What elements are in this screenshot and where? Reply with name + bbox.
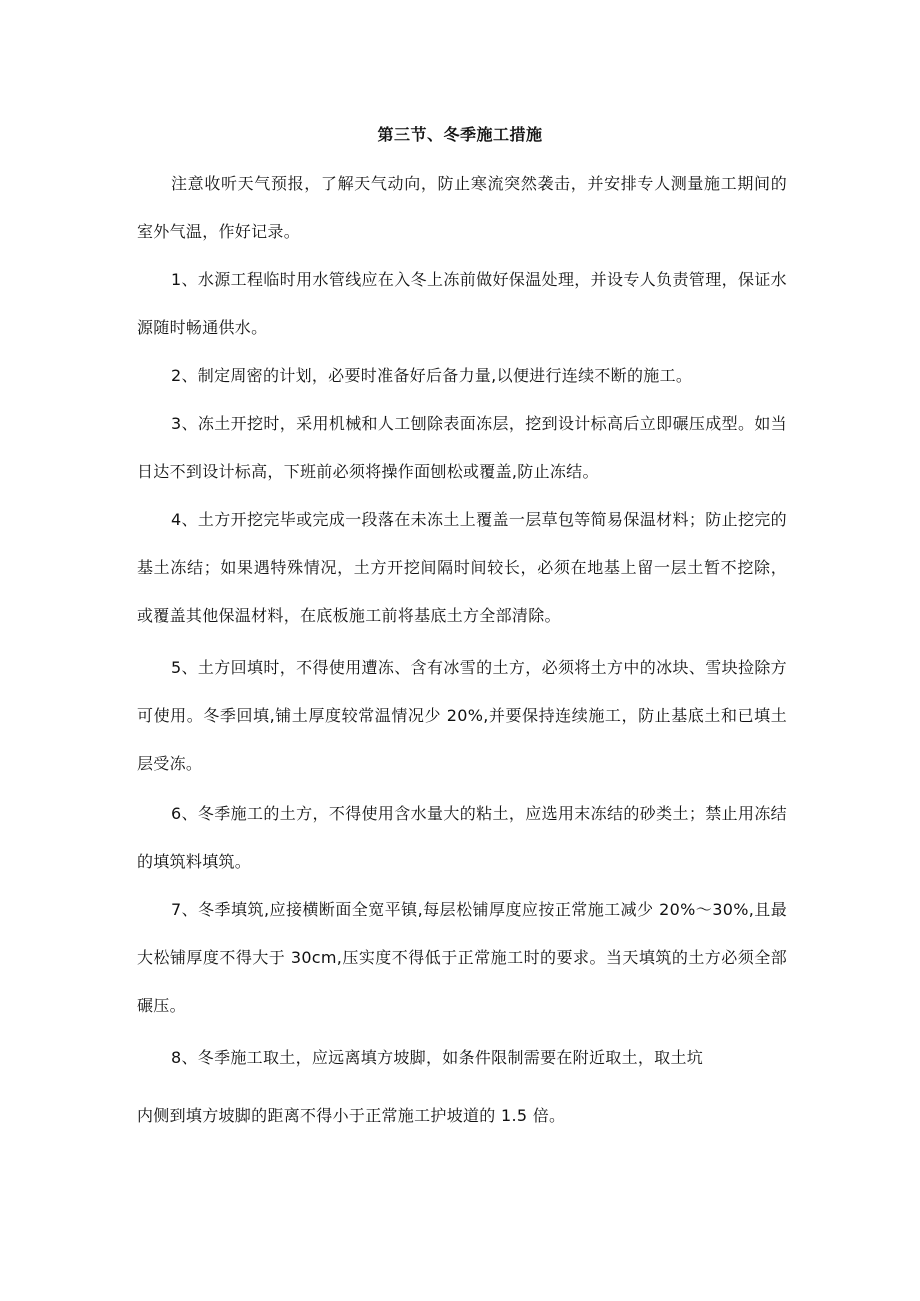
paragraph-item-5: 5、土方回填时，不得使用遭冻、含有冰雪的土方，必须将土方中的冰块、雪块捡除方可使用。冬季回填,铺土厚度较常温情况少 20%,并要保持连续施工，防止基底土和已填土层受冻。 <box>137 658 787 773</box>
paragraph-intro: 注意收听天气预报，了解天气动向，防止寒流突然袭击，并安排专人测量施工期间的室外气温，作好记录。 <box>137 174 787 241</box>
paragraph-item-1: 1、水源工程临时用水管线应在入冬上冻前做好保温处理，并设专人负责管理，保证水源随时畅通供水。 <box>137 270 787 337</box>
paragraph-item-8-continued: 内侧到填方坡脚的距离不得小于正常施工护坡道的 1.5 倍。 <box>137 1106 566 1125</box>
paragraph-item-3: 3、冻土开挖时，采用机械和人工刨除表面冻层，挖到设计标高后立即碾压成型。如当日达不到设计标高，下班前必须将操作面刨松或覆盖,防止冻结。 <box>137 414 787 481</box>
paragraph-item-4: 4、土方开挖完毕或完成一段落在未冻土上覆盖一层草包等简易保温材料；防止挖完的基土冻结；如果遇特殊情况，土方开挖间隔时间较长，必须在地基上留一层土暂不挖除，或覆盖其他保温材料，在底板施工前将基底土方全部清除。 <box>137 510 787 625</box>
paragraph-item-6: 6、冬季施工的土方，不得使用含水量大的粘土，应选用末冻结的砂类土；禁止用冻结的填筑料填筑。 <box>137 804 787 871</box>
paragraph-item-8: 8、冬季施工取土，应远离填方坡脚，如条件限制需要在附近取土，取土坑 <box>171 1048 704 1067</box>
paragraph-item-7: 7、冬季填筑,应接横断面全宽平镇,每层松铺厚度应按正常施工减少 20%～30%,且最大松铺厚度不得大于 30cm,压实度不得低于正常施工时的要求。当天填筑的土方必须全部碾压。 <box>137 900 787 1015</box>
section-title: 第三节、冬季施工措施 <box>377 125 543 144</box>
paragraph-item-2: 2、制定周密的计划，必要时准备好后备力量,以便进行连续不断的施工。 <box>171 366 693 385</box>
